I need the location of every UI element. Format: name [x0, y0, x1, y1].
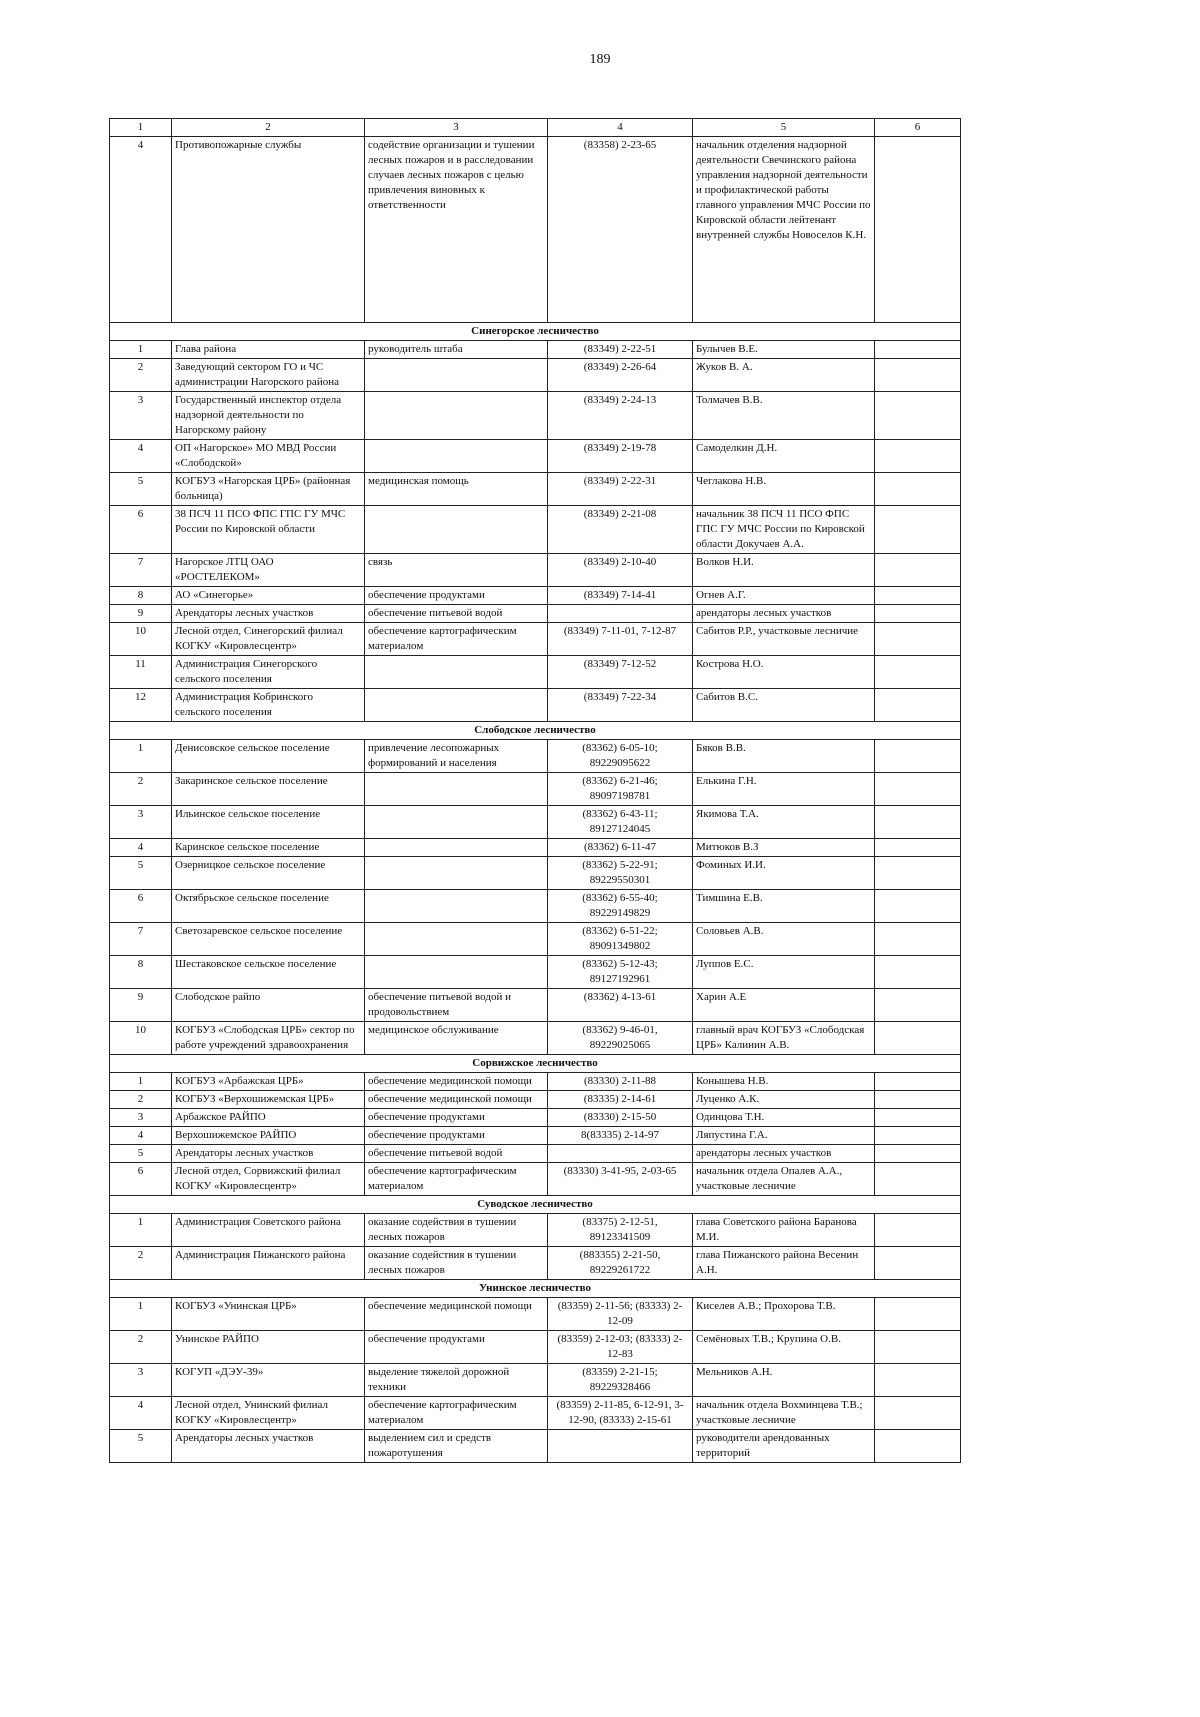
table-cell: обеспечение продуктами: [365, 1331, 548, 1364]
table-cell: [875, 440, 961, 473]
table-cell: 4: [110, 440, 172, 473]
table-cell: начальник 38 ПСЧ 11 ПСО ФПС ГПС ГУ МЧС России по Кировской области Докучаев А.А.: [693, 506, 875, 554]
table-cell: [875, 1109, 961, 1127]
table-cell: (83362) 4-13-61: [548, 989, 693, 1022]
table-row: [110, 587, 961, 605]
table-cell: АО «Синегорье»: [172, 587, 365, 605]
table-cell: выделение тяжелой дорожной техники: [365, 1364, 548, 1397]
table-cell: Самоделкин Д.Н.: [693, 440, 875, 473]
table-cell: арендаторы лесных участков: [693, 1145, 875, 1163]
table-cell: обеспечение продуктами: [365, 587, 548, 605]
table-cell: (83349) 2-24-13: [548, 392, 693, 440]
table-cell: Заведующий сектором ГО и ЧС администрации Нагорского района: [172, 359, 365, 392]
table-cell: 3: [110, 1364, 172, 1397]
table-cell: [365, 857, 548, 890]
table-cell: Глава района: [172, 341, 365, 359]
table-cell: 2: [110, 1247, 172, 1280]
table-cell: обеспечение медицинской помощи: [365, 1073, 548, 1091]
table-cell: Ляпустина Г.А.: [693, 1127, 875, 1145]
table-cell: 2: [110, 359, 172, 392]
table-cell: (83349) 2-21-08: [548, 506, 693, 554]
table-cell: Митюков В.З: [693, 839, 875, 857]
table-cell: [875, 473, 961, 506]
table-cell: Елькина Г.Н.: [693, 773, 875, 806]
table-cell: обеспечение медицинской помощи: [365, 1091, 548, 1109]
table-cell: 6: [110, 1163, 172, 1196]
table-cell: 2: [110, 773, 172, 806]
table-cell: КОГУП «ДЭУ-39»: [172, 1364, 365, 1397]
table-cell: 9: [110, 989, 172, 1022]
table-cell: Закаринское сельское поселение: [172, 773, 365, 806]
table-cell: 10: [110, 623, 172, 656]
table-cell: 1: [110, 341, 172, 359]
table-cell: [875, 623, 961, 656]
table-cell: обеспечение продуктами: [365, 1109, 548, 1127]
table-cell: [365, 689, 548, 722]
table-cell: Арендаторы лесных участков: [172, 1430, 365, 1463]
table-cell: 5: [110, 857, 172, 890]
table-cell: [875, 740, 961, 773]
table-cell: 11: [110, 656, 172, 689]
table-cell: привлечение лесопожарных формирований и населения: [365, 740, 548, 773]
table-cell: 3: [110, 1109, 172, 1127]
table-row: [110, 773, 961, 806]
table-cell: Луценко А.К.: [693, 1091, 875, 1109]
section-title: Суводское лесничество: [110, 1196, 961, 1214]
page-number: 189: [589, 52, 611, 67]
table-cell: глава Пижанского района Весенин А.Н.: [693, 1247, 875, 1280]
table-cell: Противопожарные службы: [172, 137, 365, 323]
table-cell: Шестаковское сельское поселение: [172, 956, 365, 989]
table-row: [110, 392, 961, 440]
table-cell: Огнев А.Г.: [693, 587, 875, 605]
table-cell: Бяков В.В.: [693, 740, 875, 773]
table-row: [110, 605, 961, 623]
table-row: [110, 890, 961, 923]
table-cell: 12: [110, 689, 172, 722]
table-cell: (83362) 5-22-91; 89229550301: [548, 857, 693, 890]
column-number-header: [110, 119, 961, 137]
table-cell: (83330) 2-11-88: [548, 1073, 693, 1091]
table-cell: [875, 1331, 961, 1364]
table-cell: [875, 506, 961, 554]
table-cell: (83362) 6-55-40; 89229149829: [548, 890, 693, 923]
table-cell: Соловьев А.В.: [693, 923, 875, 956]
table-cell: Тимшина Е.В.: [693, 890, 875, 923]
table-cell: 1: [110, 1214, 172, 1247]
table-cell: 4: [110, 839, 172, 857]
table-cell: [875, 857, 961, 890]
table-cell: Арендаторы лесных участков: [172, 605, 365, 623]
table-cell: Лесной отдел, Унинский филиал КОГКУ «Кировлесцентр»: [172, 1397, 365, 1430]
table-cell: [875, 587, 961, 605]
table-row: [110, 1145, 961, 1163]
table-cell: [365, 440, 548, 473]
table-row: [110, 1109, 961, 1127]
table-cell: [875, 554, 961, 587]
table-cell: [548, 1430, 693, 1463]
table-cell: [875, 359, 961, 392]
table-cell: Ильинское сельское поселение: [172, 806, 365, 839]
table-cell: [875, 773, 961, 806]
table-cell: Нагорское ЛТЦ ОАО «РОСТЕЛЕКОМ»: [172, 554, 365, 587]
table-cell: (83349) 7-14-41: [548, 587, 693, 605]
table-cell: [875, 1091, 961, 1109]
table-cell: выделением сил и средств пожаротушения: [365, 1430, 548, 1463]
table-cell: обеспечение медицинской помощи: [365, 1298, 548, 1331]
table-cell: [875, 989, 961, 1022]
table-row: [110, 1163, 961, 1196]
table-cell: Волков Н.И.: [693, 554, 875, 587]
table-cell: [365, 506, 548, 554]
table-cell: 7: [110, 554, 172, 587]
table-cell: (883355) 2-21-50, 89229261722: [548, 1247, 693, 1280]
table-cell: Толмачев В.В.: [693, 392, 875, 440]
table-cell: КОГБУЗ «Нагорская ЦРБ» (районная больница): [172, 473, 365, 506]
table-cell: начальник отделения надзорной деятельности Свечинского района управления надзорной деятельности и профилактической работы главного управления МЧС России по Кировской области лейтенант внутренней службы Новоселов К.Н.: [693, 137, 875, 323]
table-cell: [548, 1145, 693, 1163]
table-cell: [365, 773, 548, 806]
table-cell: Конышева Н.В.: [693, 1073, 875, 1091]
table-cell: [875, 1364, 961, 1397]
table-cell: Семёновых Т.В.; Крупина О.В.: [693, 1331, 875, 1364]
table-cell: [875, 656, 961, 689]
table-row: [110, 1127, 961, 1145]
table-cell: Светозаревское сельское поселение: [172, 923, 365, 956]
table-row: [110, 506, 961, 554]
table-row: [110, 839, 961, 857]
table-cell: Арбажское РАЙПО: [172, 1109, 365, 1127]
table-cell: 6: [110, 506, 172, 554]
table-cell: [365, 392, 548, 440]
table-row: [110, 623, 961, 656]
table-cell: (83335) 2-14-61: [548, 1091, 693, 1109]
table-cell: 4: [110, 1127, 172, 1145]
section-title: Сорвижское лесничество: [110, 1055, 961, 1073]
table-cell: [875, 923, 961, 956]
table-cell: [875, 839, 961, 857]
table-cell: 7: [110, 923, 172, 956]
table-cell: обеспечение питьевой водой: [365, 1145, 548, 1163]
table-cell: КОГБУЗ «Верхошижемская ЦРБ»: [172, 1091, 365, 1109]
table-row: [110, 1364, 961, 1397]
table-cell: обеспечение картографическим материалом: [365, 623, 548, 656]
table-cell: (83362) 6-51-22; 89091349802: [548, 923, 693, 956]
table-cell: Лесной отдел, Сорвижский филиал КОГКУ «Кировлесцентр»: [172, 1163, 365, 1196]
table-cell: Слободское райпо: [172, 989, 365, 1022]
table-row: [110, 740, 961, 773]
table-cell: 4: [110, 1397, 172, 1430]
table-row: [110, 473, 961, 506]
table-cell: [875, 1145, 961, 1163]
table-row: [110, 359, 961, 392]
table-cell: Унинское РАЙПО: [172, 1331, 365, 1364]
table-cell: Якимова Т.А.: [693, 806, 875, 839]
table-row: [110, 1430, 961, 1463]
table-cell: 5: [110, 1145, 172, 1163]
table-cell: 4: [110, 137, 172, 323]
section-header-row: [110, 1055, 961, 1073]
table-cell: Сабитов Р.Р., участковые лесничие: [693, 623, 875, 656]
section-header-row: [110, 722, 961, 740]
header-cell: 6: [875, 119, 961, 137]
table-cell: Государственный инспектор отдела надзорной деятельности по Нагорскому району: [172, 392, 365, 440]
table-cell: (83362) 6-43-11; 89127124045: [548, 806, 693, 839]
table-cell: [875, 1247, 961, 1280]
table-cell: [365, 890, 548, 923]
table-row: [110, 1091, 961, 1109]
table-cell: Каринское сельское поселение: [172, 839, 365, 857]
table-cell: начальник отдела Вохминцева Т.В.; участковые лесничие: [693, 1397, 875, 1430]
table-cell: 6: [110, 890, 172, 923]
table-cell: глава Советского района Баранова М.И.: [693, 1214, 875, 1247]
table-cell: руководитель штаба: [365, 341, 548, 359]
table-cell: Арендаторы лесных участков: [172, 1145, 365, 1163]
table-cell: [365, 839, 548, 857]
table-cell: Сабитов В.С.: [693, 689, 875, 722]
table-cell: Верхошижемское РАЙПО: [172, 1127, 365, 1145]
table-cell: [875, 1127, 961, 1145]
table-cell: [875, 1163, 961, 1196]
table-cell: Лесной отдел, Синегорский филиал КОГКУ «Кировлесцентр»: [172, 623, 365, 656]
header-cell: 5: [693, 119, 875, 137]
table-cell: 1: [110, 1073, 172, 1091]
table-cell: (83330) 3-41-95, 2-03-65: [548, 1163, 693, 1196]
table-cell: (83358) 2-23-65: [548, 137, 693, 323]
table-row: [110, 1397, 961, 1430]
table-cell: [875, 1430, 961, 1463]
table-cell: 5: [110, 473, 172, 506]
table-cell: Мельников А.Н.: [693, 1364, 875, 1397]
table-cell: (83359) 2-21-15; 89229328466: [548, 1364, 693, 1397]
table-cell: (83362) 5-12-43; 89127192961: [548, 956, 693, 989]
table-cell: 1: [110, 1298, 172, 1331]
table-cell: Булычев В.Е.: [693, 341, 875, 359]
table-cell: (83349) 7-12-52: [548, 656, 693, 689]
table-cell: [875, 605, 961, 623]
table-cell: (83362) 6-11-47: [548, 839, 693, 857]
table-cell: [875, 392, 961, 440]
table-cell: (83362) 6-05-10; 89229095622: [548, 740, 693, 773]
table-cell: [875, 1298, 961, 1331]
section-header-row: [110, 1196, 961, 1214]
table-cell: Кострова Н.О.: [693, 656, 875, 689]
table-cell: Жуков В. А.: [693, 359, 875, 392]
table-cell: [875, 956, 961, 989]
table-row: [110, 956, 961, 989]
table-cell: [365, 806, 548, 839]
table-cell: [875, 1214, 961, 1247]
table-cell: (83349) 2-22-31: [548, 473, 693, 506]
table-row: [110, 137, 961, 323]
table-cell: (83349) 7-22-34: [548, 689, 693, 722]
table-cell: (83349) 2-22-51: [548, 341, 693, 359]
header-cell: 4: [548, 119, 693, 137]
table-cell: (83359) 2-11-56; (83333) 2-12-09: [548, 1298, 693, 1331]
section-title: Слободское лесничество: [110, 722, 961, 740]
table-cell: 38 ПСЧ 11 ПСО ФПС ГПС ГУ МЧС России по Кировской области: [172, 506, 365, 554]
table-cell: (83349) 2-10-40: [548, 554, 693, 587]
table-cell: [365, 656, 548, 689]
table-row: [110, 656, 961, 689]
table-cell: медицинское обслуживание: [365, 1022, 548, 1055]
table-cell: (83349) 2-26-64: [548, 359, 693, 392]
table-cell: Луппов Е.С.: [693, 956, 875, 989]
table-cell: связь: [365, 554, 548, 587]
table-cell: 2: [110, 1091, 172, 1109]
table-cell: обеспечение картографическим материалом: [365, 1397, 548, 1430]
section-title: Синегорское лесничество: [110, 323, 961, 341]
table-cell: 5: [110, 1430, 172, 1463]
table-cell: 10: [110, 1022, 172, 1055]
header-cell: 2: [172, 119, 365, 137]
table-cell: [875, 1022, 961, 1055]
table-cell: оказание содействия в тушении лесных пожаров: [365, 1214, 548, 1247]
table-cell: Чеглакова Н.В.: [693, 473, 875, 506]
table-cell: 3: [110, 392, 172, 440]
header-cell: 1: [110, 119, 172, 137]
table-cell: (83362) 9-46-01, 89229025065: [548, 1022, 693, 1055]
table-cell: главный врач КОГБУЗ «Слободская ЦРБ» Калинин А.В.: [693, 1022, 875, 1055]
table-cell: [365, 956, 548, 989]
table-body: [110, 119, 961, 1463]
table-cell: (83359) 2-11-85, 6-12-91, 3-12-90, (83333) 2-15-61: [548, 1397, 693, 1430]
table-cell: ОП «Нагорское» МО МВД России «Слободской»: [172, 440, 365, 473]
table-row: [110, 806, 961, 839]
table-row: [110, 1022, 961, 1055]
table-cell: Администрация Советского района: [172, 1214, 365, 1247]
table-cell: [875, 1397, 961, 1430]
table-cell: обеспечение питьевой водой и продовольствием: [365, 989, 548, 1022]
table-row: [110, 554, 961, 587]
table-cell: 2: [110, 1331, 172, 1364]
table-cell: КОГБУЗ «Унинская ЦРБ»: [172, 1298, 365, 1331]
table-row: [110, 923, 961, 956]
table-cell: [875, 341, 961, 359]
section-title: Унинское лесничество: [110, 1280, 961, 1298]
section-header-row: [110, 323, 961, 341]
table-cell: содействие организации и тушении лесных пожаров и в расследовании случаев лесных пожаров с целью привлечения виновных к ответственности: [365, 137, 548, 323]
table-row: [110, 341, 961, 359]
table-cell: [875, 890, 961, 923]
table-cell: Октябрьское сельское поселение: [172, 890, 365, 923]
table-cell: медицинская помощь: [365, 473, 548, 506]
table-cell: обеспечение продуктами: [365, 1127, 548, 1145]
table-cell: (83349) 2-19-78: [548, 440, 693, 473]
table-cell: оказание содействия в тушении лесных пожаров: [365, 1247, 548, 1280]
table-cell: (83330) 2-15-50: [548, 1109, 693, 1127]
table-cell: (83359) 2-12-03; (83333) 2-12-83: [548, 1331, 693, 1364]
table-cell: 8: [110, 587, 172, 605]
table-row: [110, 857, 961, 890]
table-cell: Фоминых И.И.: [693, 857, 875, 890]
table-cell: КОГБУЗ «Арбажская ЦРБ»: [172, 1073, 365, 1091]
table-cell: Озерницкое сельское поселение: [172, 857, 365, 890]
table-cell: 1: [110, 740, 172, 773]
table-cell: [875, 1073, 961, 1091]
header-cell: 3: [365, 119, 548, 137]
table-cell: 9: [110, 605, 172, 623]
table-row: [110, 1214, 961, 1247]
table-cell: Денисовское сельское поселение: [172, 740, 365, 773]
table-cell: Одинцова Т.Н.: [693, 1109, 875, 1127]
table-cell: [875, 689, 961, 722]
table-cell: [875, 137, 961, 323]
table-cell: [875, 806, 961, 839]
table-cell: 8: [110, 956, 172, 989]
table-cell: [548, 605, 693, 623]
table-cell: арендаторы лесных участков: [693, 605, 875, 623]
table-cell: (83362) 6-21-46; 89097198781: [548, 773, 693, 806]
table-row: [110, 1298, 961, 1331]
table-cell: Администрация Пижанского района: [172, 1247, 365, 1280]
table-cell: Киселев А.В.; Прохорова Т.В.: [693, 1298, 875, 1331]
table-cell: 3: [110, 806, 172, 839]
table-cell: обеспечение картографическим материалом: [365, 1163, 548, 1196]
table-cell: руководители арендованных территорий: [693, 1430, 875, 1463]
table-cell: КОГБУЗ «Слободская ЦРБ» сектор по работе учреждений здравоохранения: [172, 1022, 365, 1055]
table-row: [110, 989, 961, 1022]
forestry-contacts-table: [109, 118, 961, 1463]
table-row: [110, 1073, 961, 1091]
table-row: [110, 689, 961, 722]
table-cell: обеспечение питьевой водой: [365, 605, 548, 623]
table-cell: [365, 359, 548, 392]
table-row: [110, 1331, 961, 1364]
table-cell: (83375) 2-12-51, 89123341509: [548, 1214, 693, 1247]
table-cell: [365, 923, 548, 956]
table-cell: (83349) 7-11-01, 7-12-87: [548, 623, 693, 656]
table-cell: начальник отдела Опалев А.А., участковые лесничие: [693, 1163, 875, 1196]
section-header-row: [110, 1280, 961, 1298]
table-cell: Харин А.Е: [693, 989, 875, 1022]
table-cell: Администрация Синегорского сельского поселения: [172, 656, 365, 689]
table-cell: Администрация Кобринского сельского поселения: [172, 689, 365, 722]
table-row: [110, 440, 961, 473]
table-row: [110, 1247, 961, 1280]
table-cell: 8(83335) 2-14-97: [548, 1127, 693, 1145]
